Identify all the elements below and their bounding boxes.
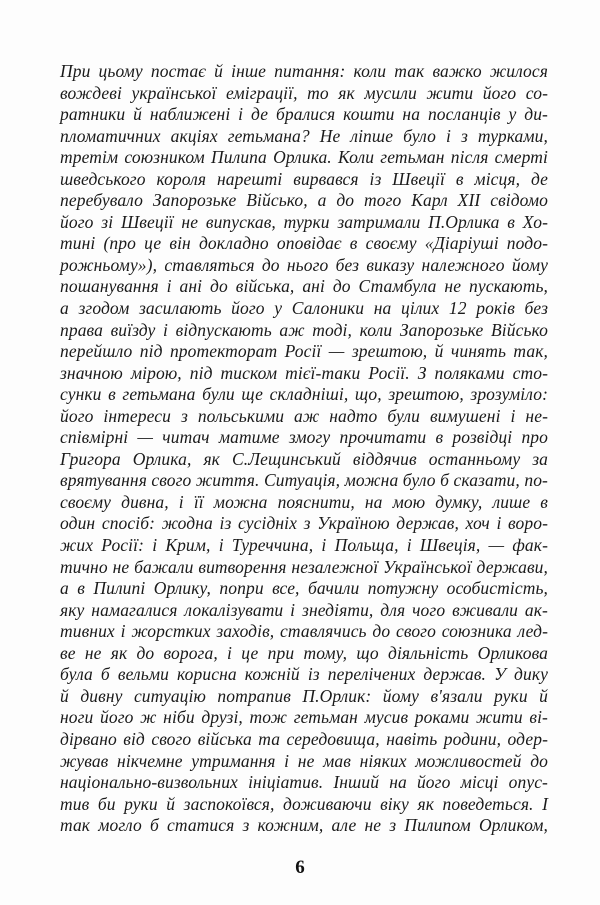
text-line: його зі Швеції не випускав, турки затримали П.Орлика в Хо- [60, 211, 548, 232]
text-line: ратники й наближені і де бралися кошти на посланців у ди- [60, 104, 548, 125]
text-line: перейшло під протекторат Росії — зрештою, й чинять так, [60, 341, 548, 362]
text-line: сунки в гетьмана були ще складніші, що, зрештою, зрозуміло: [60, 384, 548, 405]
text-line: його інтереси з польськими аж надто були вимушені і не- [60, 405, 548, 426]
text-line: була б вельми корисна кожній із перелічених держав. У дику [60, 664, 548, 685]
page-number: 6 [295, 857, 305, 878]
text-line: жував нікчемне утримання і не мав ніяких можливостей до [60, 750, 548, 771]
text-line: один спосіб: жодна із сусідніх з Україною держав, хоч і воро- [60, 513, 548, 534]
text-line: третім союзником Пилипа Орлика. Коли гетьман після смерті [60, 147, 548, 168]
text-line: дірвано від свого війська та середовища, навіть родини, одер- [60, 728, 548, 749]
text-line: права виїзду і відпускають аж тоді, коли Запорозьке Військо [60, 319, 548, 340]
text-line: Григора Орлика, як С.Лещинський віддячив останньому за [60, 448, 548, 469]
text-line: тині (про це він докладно оповідає в своєму «Діаріуші подо- [60, 233, 548, 254]
text-line: а в Пилипі Орлику, попри все, бачили потужну особистість, [60, 578, 548, 599]
text-line: тивних і жорстких заходів, ставлячись до свого союзника лед- [60, 621, 548, 642]
text-line: ве не як до ворога, і це при тому, що діяльність Орликова [60, 642, 548, 663]
page-text-block [60, 61, 548, 837]
text-line: ноги його ж ніби друзі, тож гетьман мусив роками жити ві- [60, 707, 548, 728]
text-line: тив би руки й заспокоївся, доживаючи віку як поведеться. І [60, 793, 548, 814]
text-line: національно-визвольних ініціатив. Інший на його місці опус- [60, 772, 548, 793]
text-line: перебувало Запорозьке Військо, а до того Карл XII свідомо [60, 190, 548, 211]
text-line: а згодом засилають його у Салоники на цілих 12 років без [60, 298, 548, 319]
text-line: жих Росії: і Крим, і Туреччина, і Польща, і Швеція, — фак- [60, 535, 548, 556]
text-line: тично не бажали витворення незалежної Української держави, [60, 556, 548, 577]
text-line: При цьому постає й інше питання: коли так важко жилося [60, 61, 548, 81]
text-line: рожньому»), ставляться до нього без виказу належного йому [60, 254, 548, 275]
text-line: значною мірою, під тиском тієї-таки Росії. З поляками сто- [60, 362, 548, 383]
text-line: так могло б статися з кожним, але не з Пилипом Орликом, [60, 815, 548, 836]
text-line: співмірні — читач матиме змогу прочитати в розвідці про [60, 427, 548, 448]
text-line: своєму дивна, і її можна пояснити, на мою думку, лише в [60, 491, 548, 512]
text-line: пошанування і ані до війська, ані до Стамбула не пускають, [60, 276, 548, 297]
text-line: шведського короля нарешті вирвався із Швеції в місця, де [60, 168, 548, 189]
text-line: врятування свого життя. Ситуація, можна було б сказати, по- [60, 470, 548, 491]
text-line: яку намагалися локалізувати і знедіяти, для чого вживали ак- [60, 599, 548, 620]
text-line: вождеві української еміграції, то як мусили жити його со- [60, 82, 548, 103]
text-line: пломатичних акціях гетьмана? Не ліпше було і з турками, [60, 125, 548, 146]
text-line: й дивну ситуацію потрапив П.Орлик: йому в'язали руки й [60, 685, 548, 706]
